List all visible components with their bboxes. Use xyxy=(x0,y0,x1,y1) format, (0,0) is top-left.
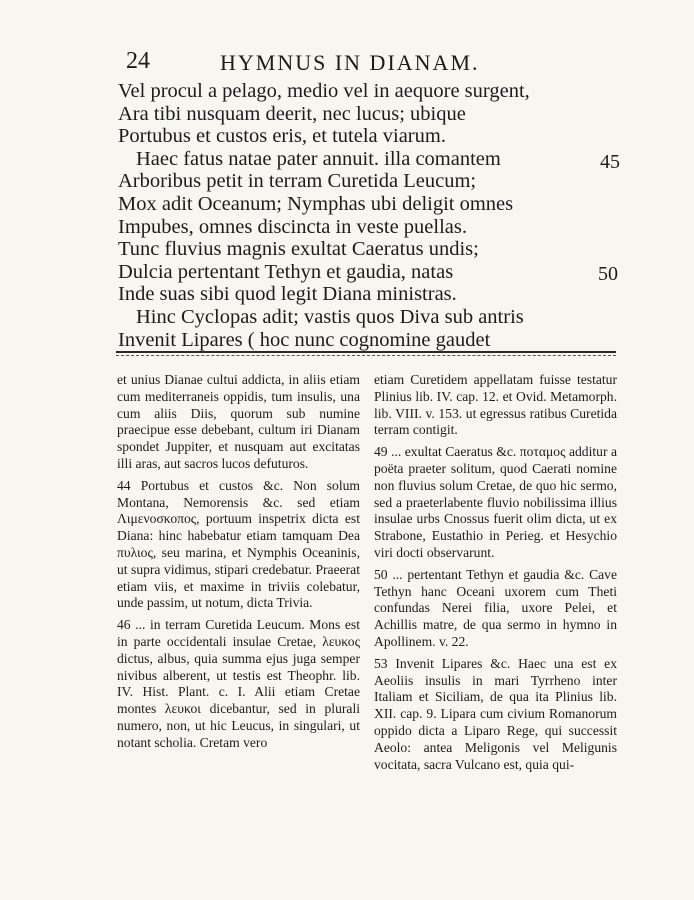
notes-right-column xyxy=(374,372,617,778)
footnote: 50 ... pertentant Tethyn et gaudia &c. Cave Tethyn hanc Oceani uxorem cum Theti confundas Nerei filia, uxore Pelei, et Achillis matre, de qua sermo in hymno in Apollinem. v. 22. xyxy=(374,566,617,649)
verse-line: Hinc Cyclopas adit; vastis quos Diva sub antris xyxy=(136,305,524,328)
page-number: 24 xyxy=(126,48,150,74)
verse-line: Mox adit Oceanum; Nymphas ubi deligit omnes xyxy=(118,192,514,215)
line-number-50: 50 xyxy=(598,263,618,285)
footnote: 53 Invenit Lipares &c. Haec una est ex Aeoliis insulis in mari Tyrrheno inter Italiam et Siciliam, de qua ita Plinius lib. XII. cap. 9. Lipara cum civium Romanorum oppido dicta a Liparo Rege, qui successit Aeolo: antea Meligonis vel Meligunis vocitata, sacra Vulcano est, quia qui- xyxy=(374,655,617,772)
verse-line: Dulcia pertentant Tethyn et gaudia, natas xyxy=(118,260,454,283)
footnote: 46 ... in terram Curetida Leucum. Mons est in parte occidentali insulae Cretae, λευκος dictus, albus, quia summa ejus juga semper nivibus alberent, ut testis est Theophr. lib. IV. Hist. Plant. c. I. Alii etiam Cretae montes λευκοι dicebantur, sed in plurali numero, non, ut hic Leucus, in singulari, ut notant scholia. Cretam vero xyxy=(117,617,360,750)
verse-line: Impubes, omnes discincta in veste puellas. xyxy=(118,215,467,238)
page-header xyxy=(118,48,588,78)
verse-line: Ara tibi nusquam deerit, nec lucus; ubique xyxy=(118,102,466,125)
line-number-45: 45 xyxy=(600,151,620,173)
footnote: etiam Curetidem appellatam fuisse testatur Plinius lib. IV. cap. 12. et Ovid. Metamorph. lib. VIII. v. 153. ut egressus ratibus Curetida terram contigit. xyxy=(374,372,617,438)
separator-rule xyxy=(116,351,616,353)
running-title: HYMNUS IN DIANAM. xyxy=(220,50,480,75)
verse-line: Vel procul a pelago, medio vel in aequore surgent, xyxy=(118,80,530,102)
verse-line: Invenit Lipares ( hoc nunc cognomine gaudet xyxy=(118,328,491,351)
footnote: 44 Portubus et custos &c. Non solum Montana, Nemorensis &c. sed etiam Λιμενοσκοπος, portuum inspetrix dicta est Diana: hinc habebatur etiam tamquam Dea πυλιος, seu marina, et Nymphis Oceaninis, ut supra vidimus, stipari credebatur. Praeerat etiam viis, et maxime in triviis colebatur, unde passim, ut notum, dicta Trivia. xyxy=(117,477,360,611)
verse-line: Arboribus petit in terram Curetida Leucum; xyxy=(118,170,477,193)
verse-line: Inde suas sibi quod legit Diana ministras. xyxy=(118,283,457,306)
footnote: 49 ... exultat Caeratus &c. ποταμος additur a poëta praeter solitum, quod Caerati nomine non fluvius solum Cretae, de quo hic sermo, sed a praeterlabente fluvio nobilissima illius insulae urbs Cnossus fuerit olim dicta, ut ex Strabone, Eustathio in Perieg. et Hesychio viri docti observarunt. xyxy=(374,444,617,560)
verse-line: Haec fatus natae pater annuit. illa comantem xyxy=(136,147,501,170)
verse-line: Tunc fluvius magnis exultat Caeratus undis; xyxy=(118,238,479,261)
notes-left-column xyxy=(117,372,360,757)
verse-block xyxy=(118,80,588,351)
verse-line: Portubus et custos eris, et tutela viarum. xyxy=(118,125,446,148)
footnote: et unius Dianae cultui addicta, in aliis etiam cum mediterraneis oppidis, tum insulis, una cum aliis Diis, quorum sub numine praecipue esse debebant, cultum iri Dianam spondet Juppiter, et nusquam aut excitatas illi aras, aut sacros lucos defuturos. xyxy=(117,372,360,471)
